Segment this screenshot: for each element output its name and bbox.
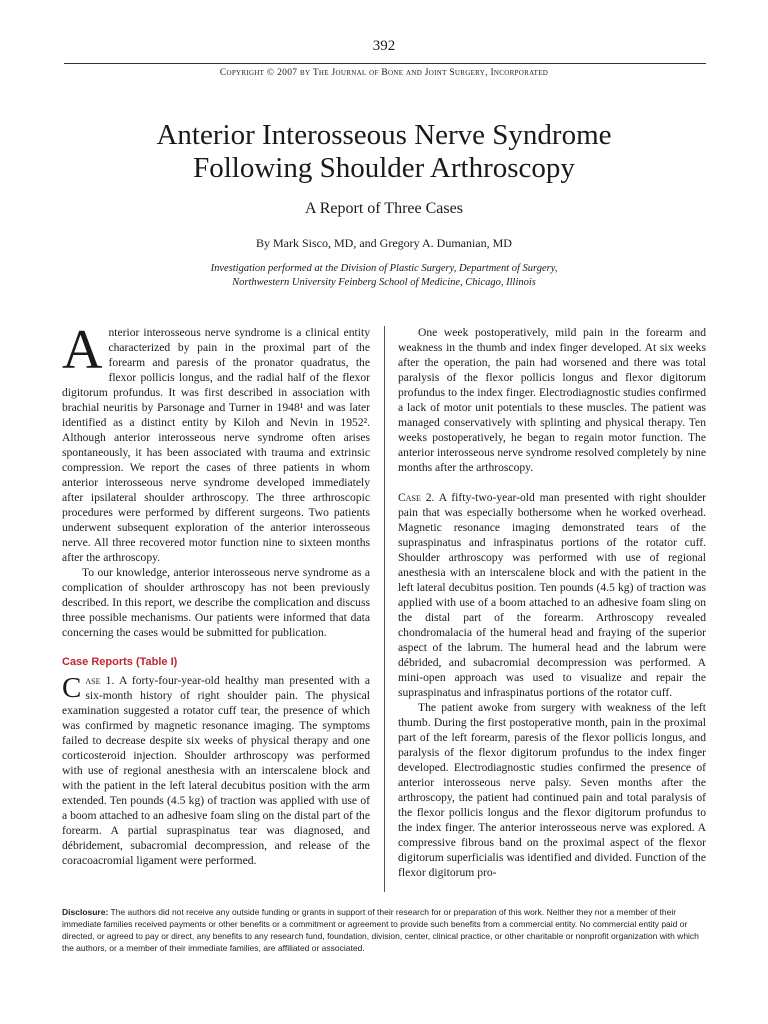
disclosure-text: The authors did not receive any outside funding or grants in support of their research for or preparation of this work. Neither they nor a member of their immediate families received payments or other benefits or a commitment or agreement to provide such benefits from a commercial entity. No commercial entity paid or directed, or agreed to pay or direct, any benefits to any research fund, foundation, division, center, clinical practice, or other charitable or nonprofit organization with which the authors, or a member of their immediate families, are affiliated or associated. <box>62 907 699 953</box>
intro-text: nterior interosseous nerve syndrome is a clinical entity characterized by pain in the proximal part of the forearm and paresis of the pronator quadratus, the flexor pollicis longus, and the radial half of the flexor digitorum profundus. It was first described in association with brachial neuritis by Parsonage and Turner in 1948¹ and was later identified as a distinct entity by Kiloh and Nevin in 1952². Although anterior interosseous nerve syndrome often arises spontaneously, it has been associated with trauma and extrinsic compression. We report the cases of three patients in whom anterior interosseous nerve syndrome developed immediately after ipsilateral shoulder arthroscopy. The three arthroscopic procedures were performed by different surgeons. Two patients underwent subsequent exploration of the anterior interosseous nerve. All three recovered motor function nine to sixteen months after the arthroscopy. <box>62 326 370 564</box>
left-column <box>62 319 370 868</box>
knowledge-paragraph: To our knowledge, anterior interosseous nerve syndrome as a complication of shoulder arthroscopy has not been previously described. In this report, we describe the complication and discuss three possible mechanisms. Our patients were informed that data concerning the cases would be submitted for publication. <box>62 566 370 639</box>
case1-dropcap: C <box>62 672 82 704</box>
case1-label: ase 1. <box>85 674 115 687</box>
awoke-paragraph: The patient awoke from surgery with weakness of the left thumb. During the first postoperative month, pain in the proximal part of the left forearm, paresis of the flexor pollicis longus, and paralysis of the flexor digitorum profundus to the index finger developed. Electrodiagnostic studies confirmed the presence of anterior interosseous nerve palsy. Seven months after the arthroscopy, the patient had continued pain and total paralysis of the flexor pollicis longus and the flexor digitorum profundus to the index finger. The anterior interosseous nerve was explored. A compressive fibrous band on the proximal aspect of the flexor digitorum superficialis was identified and divided. Function of the flexor digitorum pro- <box>398 701 706 879</box>
header-rule <box>64 63 706 64</box>
postop-paragraph: One week postoperatively, mild pain in the forearm and weakness in the thumb and index finger developed. At six weeks after the operation, the pain had worsened and there was total paralysis of the flexor pollicis longus and flexor digitorum profundus to the index finger. Electrodiagnostic studies confirmed a lack of motor unit potentials to these muscles. The patient was managed conservatively with splinting and physical therapy. Ten weeks postoperatively, he began to regain motor function. The anterior interosseous nerve syndrome resolved completely by nine months after the arthroscopy. <box>398 326 706 474</box>
affiliation-line-1: Investigation performed at the Division of Plastic Surgery, Department of Surgery, <box>210 263 558 274</box>
page-number: 392 <box>372 38 396 54</box>
article-subtitle: A Report of Three Cases <box>305 200 463 217</box>
case1-text: A forty-four-year-old healthy man presented with a six-month history of right shoulder pain. The physical examination suggested a rotator cuff tear, the presence of which was confirmed by magnetic resonance imaging. The symptoms failed to decrease despite six weeks of physical therapy and one corticosteroid injection. Shoulder arthroscopy was performed with use of regional anesthesia with an interscalene block and with the patient in the left lateral decubitus position with the arm extended. Ten pounds (4.5 kg) of traction was applied with use of a boom attached to an adhesive foam sling on the distal part of the forearm. A partial supraspinatus tear was diagnosed, and débridement, subacromial decompression, and release of the coracoacromial ligament were performed. <box>62 674 370 867</box>
copyright-line: Copyright © 2007 by The Journal of Bone and Joint Surgery, Incorporated <box>219 68 549 78</box>
column-divider <box>384 326 385 892</box>
case1-paragraph <box>62 673 370 868</box>
disclosure-note <box>62 906 706 954</box>
right-column <box>398 325 706 880</box>
case2-label: Case 2. <box>398 491 435 504</box>
affiliation-line-2: Northwestern University Feinberg School of Medicine, Chicago, Illinois <box>232 277 536 288</box>
intro-paragraph <box>62 319 370 565</box>
article-title <box>0 119 768 185</box>
author-line: By Mark Sisco, MD, and Gregory A. Dumanian, MD <box>256 236 512 250</box>
case2-text: A fifty-two-year-old man presented with right shoulder pain that was especially bothersome when he worked overhead. Magnetic resonance imaging demonstrated tears of the supraspinatus and infraspinatus portions of the rotator cuff. Shoulder arthroscopy was performed with use of regional anesthesia with an interscalene block and with the patient in the left lateral decubitus position. Ten pounds (4.5 kg) of traction was applied with use of a boom attached to an adhesive foam sling on the distal part of the forearm. Arthroscopy revealed chondromalacia of the humeral head and fraying of the superior aspect of the labrum. The humeral head and the labrum were débrided, and subacromial decompression was performed. A mini-open approach was used to visualize and repair the supraspinatus and infraspinatus portions of the rotator cuff. <box>398 491 706 699</box>
disclosure-label: Disclosure: <box>62 907 109 917</box>
title-line-2: Following Shoulder Arthroscopy <box>193 152 575 184</box>
title-line-1: Anterior Interosseous Nerve Syndrome <box>156 119 612 151</box>
case-reports-heading: Case Reports (Table I) <box>62 656 178 668</box>
case2-paragraph <box>398 490 706 700</box>
affiliation <box>0 262 768 290</box>
intro-dropcap: A <box>62 319 103 381</box>
